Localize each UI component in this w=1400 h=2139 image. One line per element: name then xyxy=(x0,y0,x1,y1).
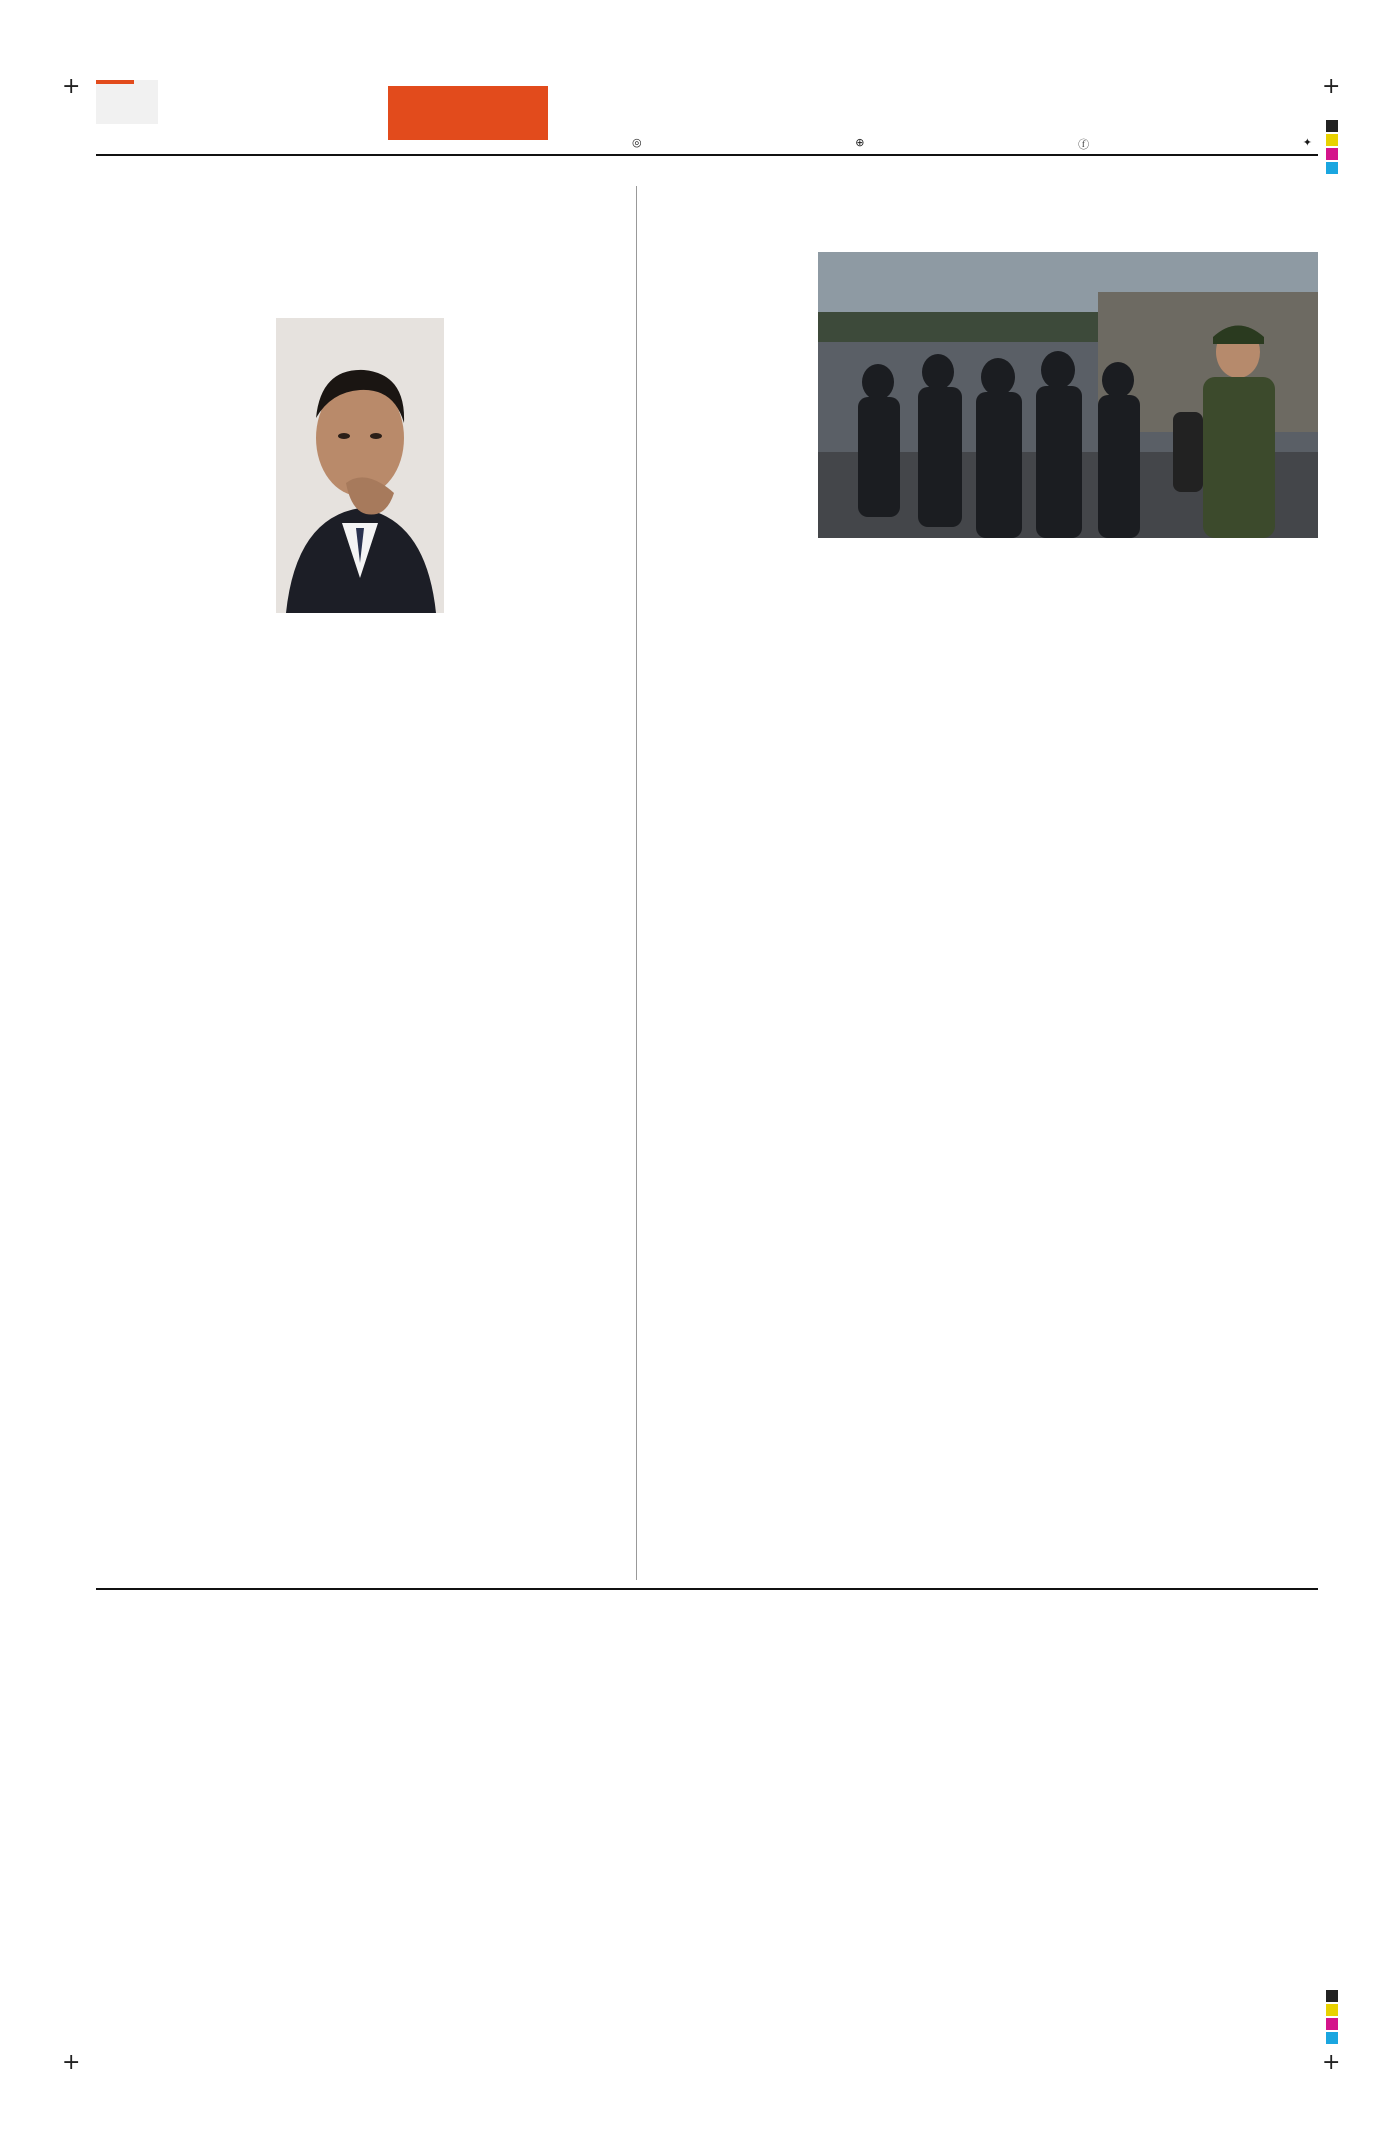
facebook-icon: ⓕ xyxy=(1078,138,1090,151)
twitter-link[interactable] xyxy=(1303,136,1312,152)
article1-col2 xyxy=(276,620,444,1578)
registration-swatch xyxy=(1326,2004,1338,2016)
crop-mark: + xyxy=(62,2050,81,2075)
article2-col3 xyxy=(986,546,1146,1580)
header-links xyxy=(632,136,1312,152)
crop-mark: + xyxy=(62,74,81,99)
registration-swatch xyxy=(1326,148,1338,160)
registration-swatch xyxy=(1326,1990,1338,2002)
website-link[interactable] xyxy=(632,136,642,152)
article1-col3 xyxy=(450,318,616,1578)
page-number xyxy=(96,84,158,88)
registration-swatch xyxy=(1326,2018,1338,2030)
registration-swatch xyxy=(1326,134,1338,146)
article2-col2 xyxy=(818,546,978,1580)
sunak-portrait xyxy=(276,318,444,613)
instagram-icon: ◎ xyxy=(632,136,642,149)
twitter-icon: ✦ xyxy=(1302,136,1312,149)
page-number-badge xyxy=(96,80,158,124)
registration-swatch xyxy=(1326,120,1338,132)
column-divider xyxy=(636,186,637,1580)
article2-photo xyxy=(818,252,1318,538)
facebook-link[interactable] xyxy=(1078,136,1089,152)
registration-swatch xyxy=(1326,162,1338,174)
section-title xyxy=(388,86,548,140)
registration-swatch xyxy=(1326,2032,1338,2044)
article1-col1 xyxy=(96,318,270,1578)
section-masthead xyxy=(388,86,548,160)
epaper-link[interactable] xyxy=(855,136,864,152)
crop-mark: + xyxy=(1322,74,1341,99)
header-rule xyxy=(96,154,1318,156)
globe-icon: ⊕ xyxy=(855,136,865,149)
ecuador-raid-photo xyxy=(818,252,1318,538)
article1-photo xyxy=(276,318,444,613)
crop-mark: + xyxy=(1322,2050,1341,2075)
section-rule xyxy=(96,1588,1318,1590)
article2-col4 xyxy=(1154,546,1318,1580)
article2-col1 xyxy=(648,252,810,1580)
